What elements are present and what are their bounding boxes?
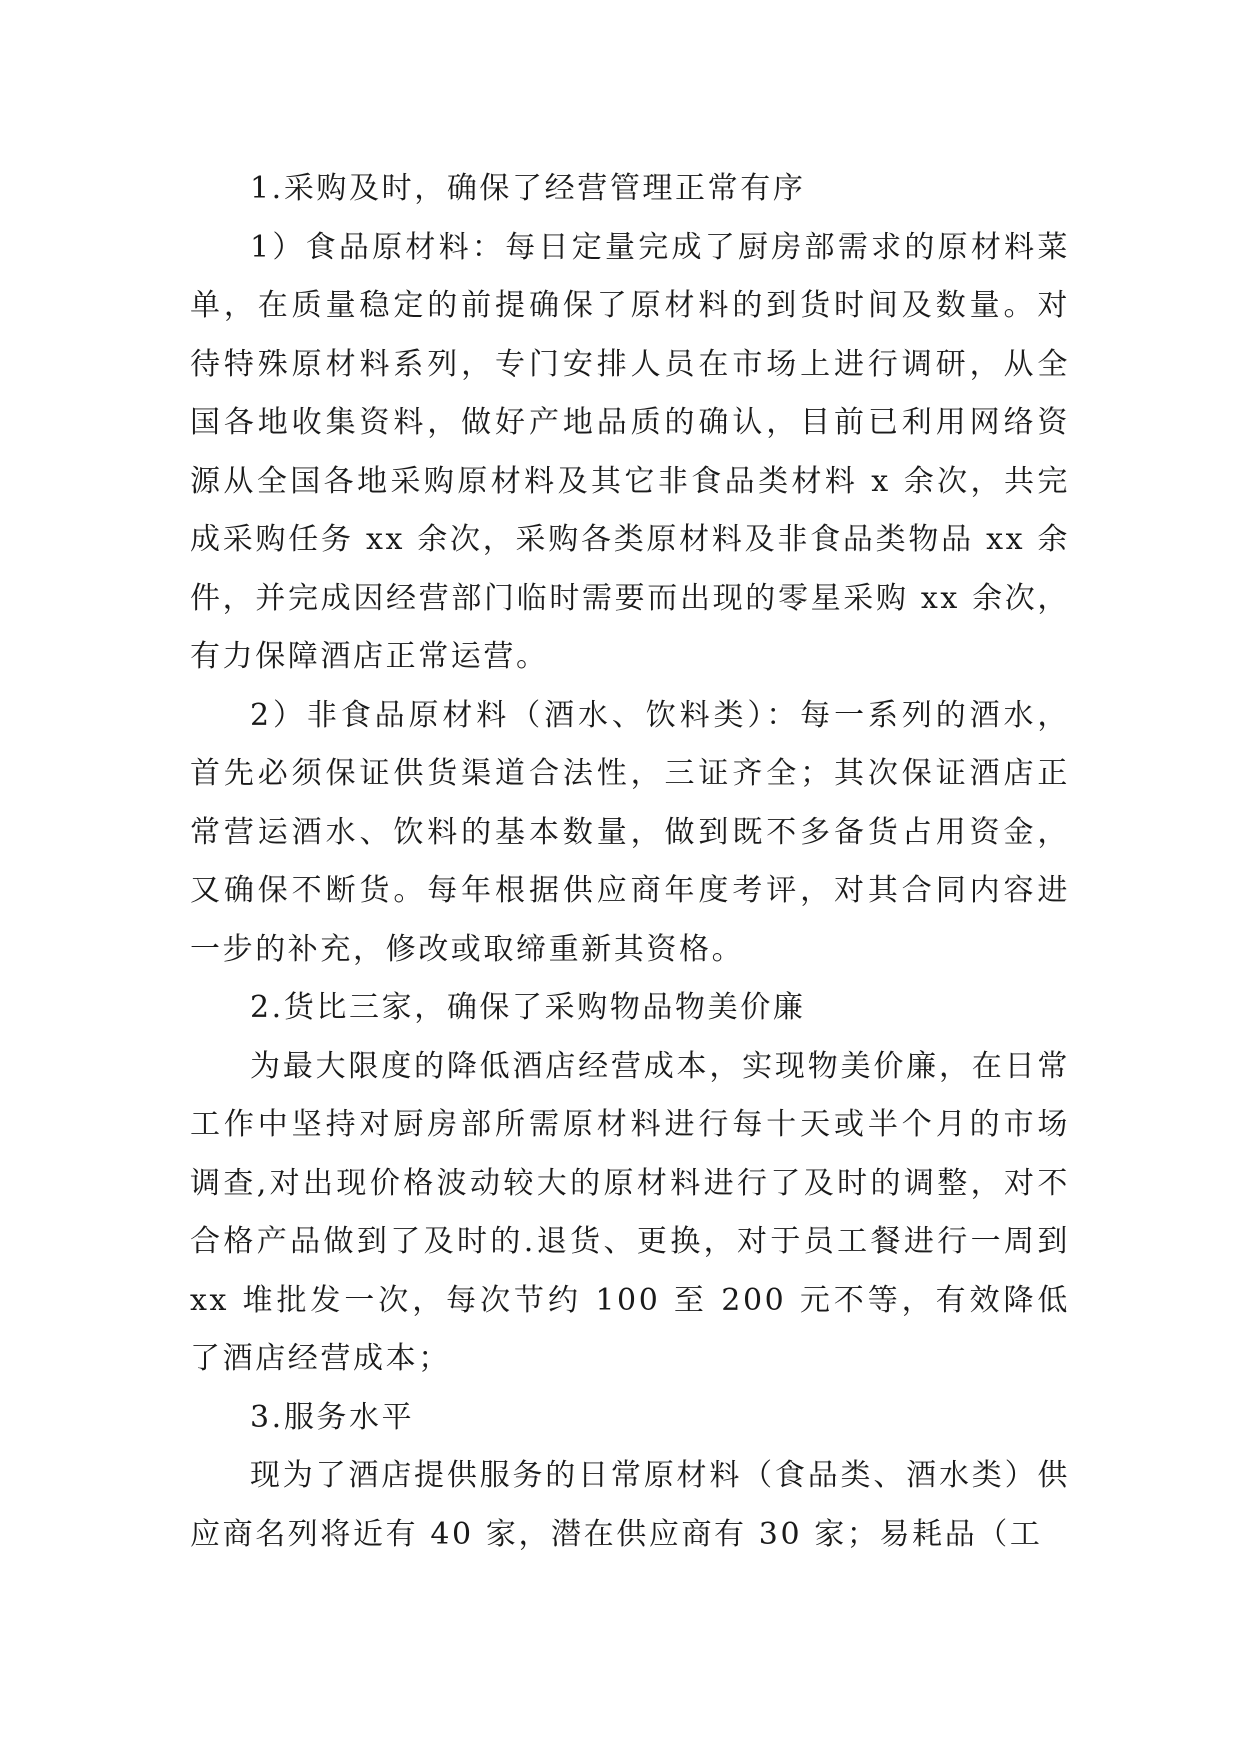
document-page [190, 160, 1070, 1564]
paragraph-supplier-count: 现为了酒店提供服务的日常原材料（食品类、酒水类）供应商名列将近有 40 家，潜在供应商有 30 家；易耗品（工 [190, 1458, 1070, 1552]
paragraph-non-food-materials: 2）非食品原材料（酒水、饮料类）：每一系列的酒水，首先必须保证供货渠道合法性，三证齐全；其次保证酒店正常营运酒水、饮料的基本数量，做到既不多备货占用资金，又确保不断货。每年根据供应商年度考评，对其合同内容进一步的补充，修改或取缔重新其资格。 [190, 697, 1070, 967]
paragraph-cost-reduction: 为最大限度的降低酒店经营成本，实现物美价廉，在日常工作中坚持对厨房部所需原材料进行每十天或半个月的市场调查,对出现价格波动较大的原材料进行了及时的调整，对不合格产品做到了及时的.退货、更换，对于员工餐进行一周到 xx 堆批发一次，每次节约 100 至 200 元不等，有效降低了酒店经营成本； [190, 1048, 1070, 1376]
heading-compare-suppliers: 2.货比三家，确保了采购物品物美价廉 [250, 990, 806, 1025]
heading-timely-procurement: 1.采购及时，确保了经营管理正常有序 [250, 171, 806, 206]
paragraph-food-materials: 1）食品原材料：每日定量完成了厨房部需求的原材料菜单，在质量稳定的前提确保了原材料的到货时间及数量。对待特殊原材料系列，专门安排人员在市场上进行调研，从全国各地收集资料，做好产地品质的确认，目前已利用网络资源从全国各地采购原材料及其它非食品类材料 x 余次，共完成采购任务 xx 余次，采购各类原材料及非食品类物品 xx 余件，并完成因经营部门临时需要而出现的零星采购 xx 余次，有力保障酒店正常运营。 [190, 229, 1070, 674]
heading-service-level: 3.服务水平 [250, 1399, 415, 1435]
